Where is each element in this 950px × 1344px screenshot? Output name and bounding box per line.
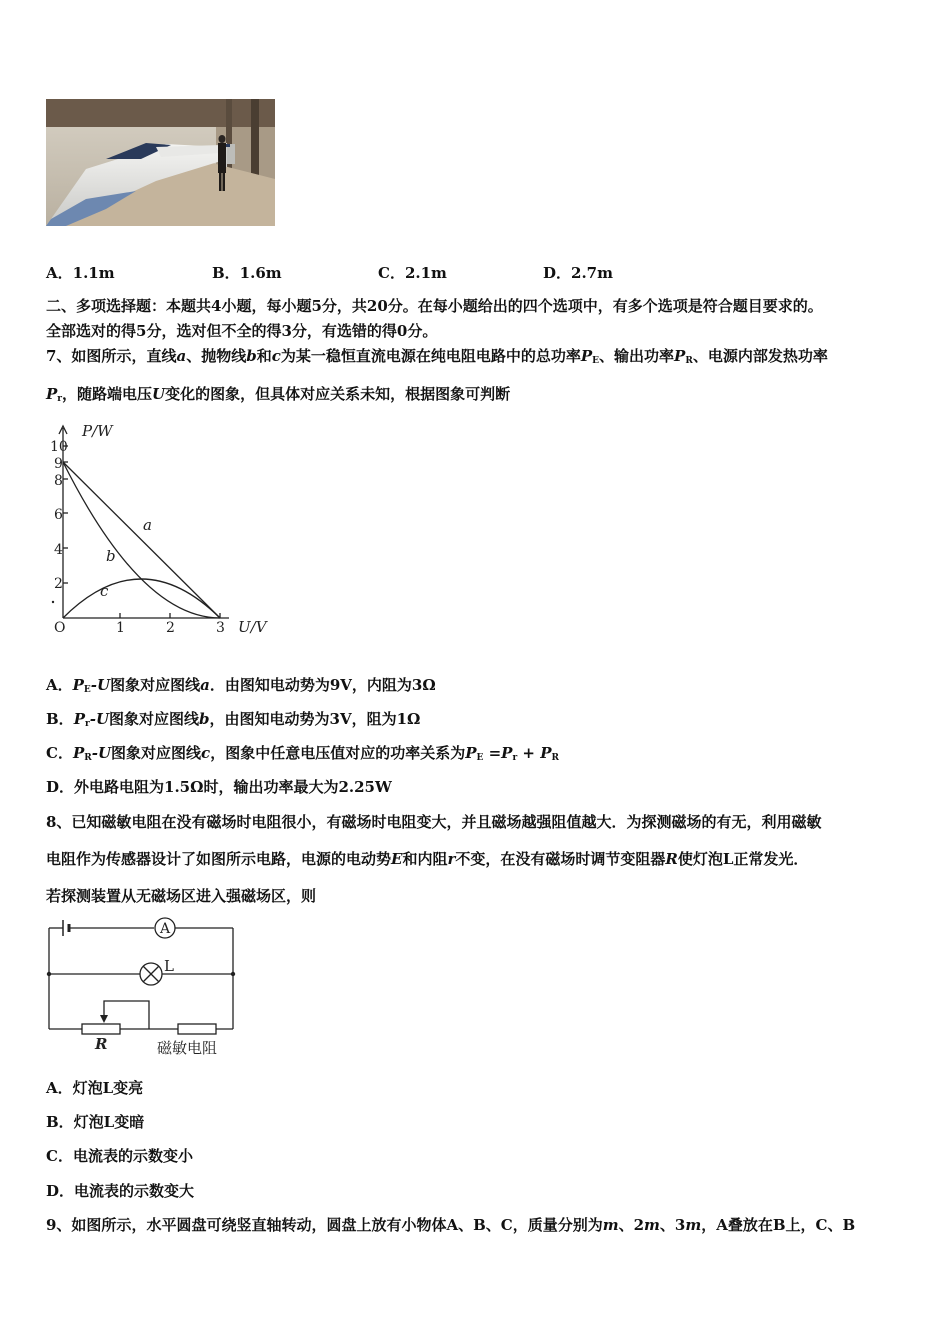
sensor-label: 磁敏电阻 (157, 1039, 218, 1057)
curve-b-label: b (106, 547, 116, 565)
x-tick-2: 2 (166, 620, 175, 636)
y-tick-10: 10 (50, 439, 68, 455)
y-tick-2: 2 (54, 576, 63, 592)
train-photo (46, 99, 275, 226)
y-tick-6: 6 (54, 507, 63, 523)
q7-stem-line1: 7、如图所示，直线a、抛物线b和c为某一稳恒直流电源在纯电阻电路中的总功率$P_E$、输出功率$P_R$、电源内部发热功率 (46, 347, 828, 366)
q9-stem-line1: 9、如图所示，水平圆盘可绕竖直轴转动，圆盘上放有小物体A、B、C，质量分别为m、2m、3m，A叠放在B上，C、B (46, 1216, 856, 1234)
q7-option-c: C．$P_R-U$图象对应图线c，图象中任意电压值对应的功率关系为$P_E =P_r + P_R$ (46, 744, 559, 763)
ammeter-label: A (160, 921, 171, 937)
y-tick-4: 4 (54, 542, 63, 558)
y-axis-label: P/W (82, 422, 113, 440)
magnetoresistor-symbol (178, 1024, 216, 1034)
q7-power-voltage-graph (44, 418, 284, 640)
q7-stem-line2: $P_r$，随路端电压U变化的图象，但具体对应关系未知，根据图象可判断 (46, 385, 511, 404)
curve-c-parabola (63, 579, 220, 618)
x-tick-3: 3 (216, 620, 225, 636)
q8-option-b: B．灯泡L变暗 (46, 1113, 145, 1131)
q8-stem-line2: 电阻作为传感器设计了如图所示电路，电源的电动势E和内阻r不变，在没有磁场时调节变阻器R使灯泡L正常发光． (46, 850, 809, 868)
rheostat-label: R (95, 1035, 108, 1053)
q8-circuit-diagram (44, 915, 244, 1060)
lamp-label: L (164, 957, 174, 975)
rheostat-slider-wire (104, 1001, 149, 1029)
q6-option-d: D．2.7m (543, 264, 613, 282)
q7-option-d: D．外电路电阻为1.5Ω时，输出功率最大为2.25W (46, 778, 392, 796)
q8-stem-line1: 8、已知磁敏电阻在没有磁场时电阻很小，有磁场时电阻变大，并且磁场越强阻值越大．为探测磁场的有无，利用磁敏 (46, 813, 822, 831)
q8-option-d: D．电流表的示数变大 (46, 1182, 195, 1200)
q8-option-c: C．电流表的示数变小 (46, 1147, 193, 1165)
curve-c-label: c (100, 582, 109, 600)
q8-option-a: A．灯泡L变亮 (46, 1079, 144, 1097)
q7-option-a: A．$P_E-U$图象对应图线a．由图知电动势为9V，内阻为3Ω (46, 676, 436, 695)
x-tick-1: 1 (116, 620, 125, 636)
section2-heading-line1: 二、多项选择题：本题共4小题，每小题5分，共20分。在每小题给出的四个选项中，有多个选项是符合题目要求的。 (46, 297, 823, 315)
section2-heading-line2: 全部选对的得5分，选对但不全的得3分，有选错的得0分。 (46, 322, 438, 340)
q6-option-a: A．1.1m (46, 264, 115, 282)
curve-a-line (63, 462, 220, 618)
q7-option-b: B．$P_r-U$图象对应图线b，由图知电动势为3V，阻为1Ω (46, 710, 421, 729)
y-tick-9: 9 (54, 456, 63, 472)
rheostat-symbol (82, 1024, 120, 1034)
y-tick-8: 8 (54, 473, 63, 489)
q8-stem-line3: 若探测装置从无磁场区进入强磁场区，则 (46, 887, 317, 905)
curve-a-label: a (143, 516, 152, 534)
q6-option-b: B．1.6m (212, 264, 282, 282)
x-axis-label: U/V (238, 618, 267, 636)
q6-option-c: C．2.1m (378, 264, 447, 282)
origin-label: O (54, 620, 66, 636)
rheostat-slider-arrow (100, 1015, 108, 1023)
